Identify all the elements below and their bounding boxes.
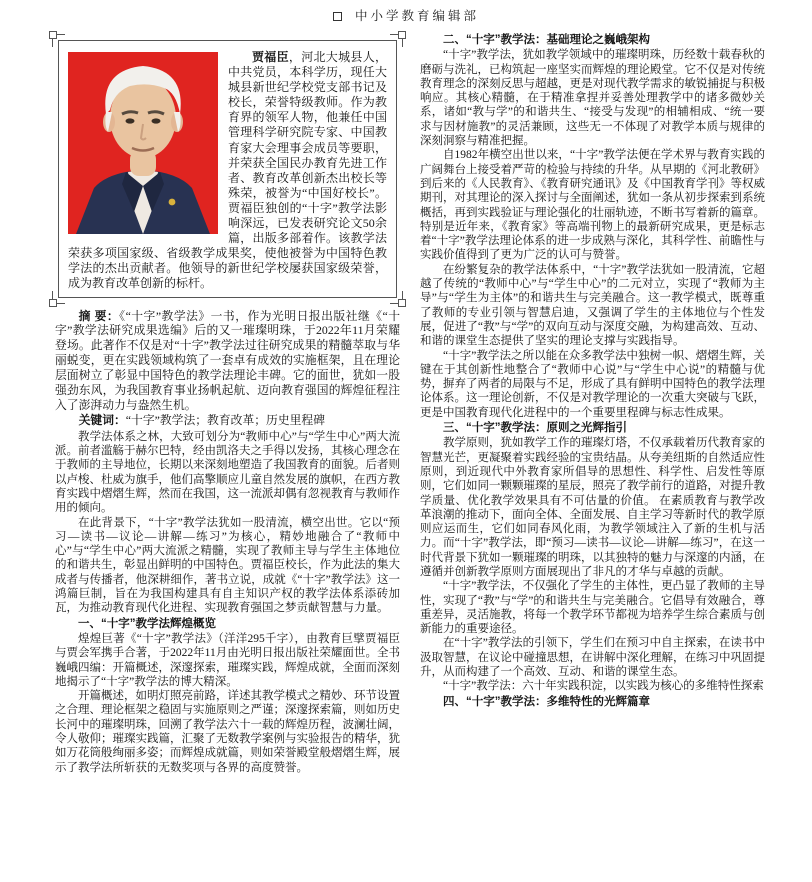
section-heading-1: 一、“十字”教学法辉煌概览: [78, 617, 216, 630]
keywords-label: 关键词：: [78, 412, 126, 427]
right-column: [420, 32, 765, 775]
abstract-text: 《“十字”教学法》一书，作为光明日报出版社继《“十字”教学法研究成果选编》后的又一璀璨明珠，于2022年11月荣耀登场。此著作不仅是对“十字”教学法过往研究成果的精髓萃取与华丽蜕变，更在实践领域构筑了一套卓有成效的实施框架，且在理论层面树立了彰显中国特色的教学法理论丰碑。它的面世，犹如一股强劲东风，为我国教育事业扬帆起航、迈向教育强国的辉煌征程注入了澎湃动力与盎然生机。: [55, 308, 401, 412]
header-title: 中小学教育编辑部: [354, 9, 479, 23]
author-name: 贾福臣: [252, 50, 289, 64]
paragraph: “十字”教学法：六十年实践积淀，以实践为核心的多维特性探索: [443, 680, 764, 693]
paragraph: 自1982年横空出世以来，“十字”教学法便在学术界与教育实践的广阔舞台上接受着严苛的检验与持续的升华。从早期的《河北教研》到后来的《人民教育》、《教育研究通讯》及《中国教育学刊》等权威期刊，对其理论的深入探讨与全面阐述，犹如一条从初步探索到系统概括，再到实践验证与理论强化的壮丽轨迹，不断书写着新的篇章。特别是近年来，《教育家》等高端刊物上的最新研究成果，更是标志着“十字”教学法理论体系的进一步成熟与深化，其科学性、前瞻性与实践价值得到了更为广泛的认可与赞誉。: [420, 149, 765, 262]
paragraph: 在此背景下，“十字”教学法犹如一股清流，横空出世。它以“预习—读书—议论—讲解—练习”为核心，精妙地融合了“教师中心”与“学生中心”两大流派之精髓，实现了教师主导与学生主体地位的和谐共生，彰显出鲜明的中国特色。贾福臣校长，作为此法的集大成者与传播者，他深耕细作，著书立说，成就《“十字”教学法》这一鸿篇巨制，旨在为我国构建具有自主知识产权的教学法体系添砖加瓦，为推动教育现代化进程、实现教育强国之梦贡献智慧与力量。: [55, 516, 400, 615]
author-photo: [68, 52, 218, 234]
keywords-text: “十字”教学法；教育改革；历史里程碑: [125, 412, 326, 427]
frame-corner-ornament: [52, 291, 65, 304]
paragraph: “十字”教学法，犹如教学领域中的璀璨明珠，历经数十载春秋的磨砺与洗礼，已构筑起一座坚实而辉煌的理论殿堂。它不仅是对传统教育理念的深刻反思与超越，更是对现代教学需求的敏锐捕捉与积极响应。其核心精髓，在于精准拿捏并妥善处理教学中的诸多微妙关系，诸如“教与学”的和谐共生、“接受与发现”的相辅相成、“统一要求与因材施教”的灵活兼顾，这些无一不体现了对教学本质与规律的深刻洞察与精准把握。: [420, 49, 765, 148]
header-square-icon: [333, 12, 342, 21]
section-heading-3: 三、“十字”教学法：原则之光辉指引: [443, 422, 627, 435]
paragraph: 煌煌巨著《“十字”教学法》（洋洋295千字），由教育巨擘贾福臣与贾会军携手合著，于2022年11月由光明日报出版社荣耀面世。全书巍峨四编：开篇概述，深邃探索，璀璨实践，辉煌成就，全面而深刻地揭示了“十字”教学法的博大精深。: [55, 632, 400, 688]
paragraph: 教学法体系之林，大致可划分为“教师中心”与“学生中心”两大流派。前者滥觞于赫尔巴特，经由凯洛夫之手得以发扬，其核心理念在于教师的主导地位，长期以来深刻地塑造了我国教育的面貌。后者则以卢梭、杜威为旗手，他们高擎顺应儿童自然发展的旗帜，在西方教育实践中熠熠生辉，然而在我国，这一流派却偶有忽视教育与教师作用的倾向。: [55, 430, 400, 515]
author-bio-box: [58, 40, 397, 298]
abstract-label: 摘 要：: [78, 308, 120, 323]
frame-corner-ornament: [52, 34, 65, 47]
section-heading-2: 二、“十字”教学法：基础理论之巍峨架构: [443, 34, 650, 46]
frame-corner-ornament: [390, 34, 403, 47]
page-header: [0, 6, 812, 24]
left-column: [55, 32, 400, 775]
paragraph: 开篇概述，如明灯照亮前路，详述其教学模式之精妙、环节设置之合理、理论框架之稳固与实施原则之严谨；深邃探索篇，则如历史长河中的璀璨明珠，回溯了教学法六十一载的辉煌历程，波澜壮阔，令人敬仰；璀璨实践篇，汇聚了无数教学案例与实验报告的精华，犹如万花筒般绚丽多姿；而辉煌成就篇，则如荣誉殿堂般熠熠生辉，展示了教学法所斩获的无数奖项与各界的高度赞誉。: [55, 690, 400, 774]
two-column-layout: [55, 32, 765, 775]
frame-corner-ornament: [390, 291, 403, 304]
paragraph: 在纷繁复杂的教学法体系中，“十字”教学法犹如一股清流，它超越了传统的“教师中心”与“学生中心”的二元对立，实现了“教师为主导”与“学生为主体”的和谐共生与完美融合。这一教学模式，既尊重了教师的专业引领与智慧启迪，又强调了学生的主体地位与个性发展，促进了“教”与“学”的双向互动与深度交融，为构建高效、互动、和谐的课堂生态提供了坚实的理论支撑与实践指导。: [420, 263, 765, 348]
abstract-paragraph: [55, 309, 400, 413]
paragraph: “十字”教学法，不仅强化了学生的主体性，更凸显了教师的主导性，实现了“教”与“学”的和谐共生与完美融合。它倡导有效融合，尊重差异，灵活施教，将每一个教学环节都视为培养学生综合素质与创新能力的重要途径。: [420, 580, 765, 636]
paragraph: 教学原则，犹如教学工作的璀璨灯塔，不仅承载着历代教育家的智慧光芒，更凝聚着实践经验的宝贵结晶。从夸美纽斯的自然适应性原则，到近现代中外教育家所倡导的思想性、科学性、启发性等原则，它们如同一颗颗璀璨的星辰，照亮了教学前行的道路，对提升教学质量、优化教学效果具有不可估量的价值。 在素质教育与教学改革浪潮的推动下，面向全体、全面发展、自主学习等新时代的教学原则应运而生，它们如同春风化雨，为教学领域注入了新的生机与活力。而“十字”教学法，即“预习—读书—议论—讲解—练习”，在这一时代背景下犹如一颗璀璨的明珠，以其独特的魅力与深邃的内涵，在遵循并创新教学原则方面展现出了非凡的才华与卓越的贡献。: [420, 437, 765, 578]
author-bio-text: ，河北大城县人，中共党员，本科学历，现任大城县新世纪学校党支部书记及校长，荣誉特级教师。作为教育界的领军人物，他兼任中国管理科学研究院专家、中国教育家大会理事会成员等要职，并荣获全国民办教育先进工作者、教育改革创新杰出校长等殊荣，被誉为“中国好校长”。贾福臣独创的“十字”教学法影响深远，已发表研究论文50余篇，出版多部着作。该教学法荣获多项国家级、省级教学成果奖，使他被誉为中国特色教学法的杰出贡献者。他领导的新世纪学校屡获国家级荣誉，成为教育改革创新的标杆。: [68, 50, 387, 291]
paragraph: “十字”教学法之所以能在众多教学法中独树一帜、熠熠生辉，关键在于其创新性地整合了“教师中心说”与“学生中心说”的精髓与优势，摒弃了两者的局限与不足，形成了具有鲜明中国特色的教学法理论体系。这一理论创新，不仅是对教学理论的一次重大突破与飞跃，更是中国教育现代化进程中的一个重要里程碑与标志性成果。: [420, 349, 765, 419]
keywords-line: [55, 413, 400, 428]
section-heading-4: 四、“十字”教学法：多维特性的光辉篇章: [443, 695, 650, 708]
paragraph: 在“十字”教学法的引领下，学生们在预习中自主探索，在读书中汲取智慧，在议论中碰撞思想，在讲解中深化理解，在练习中巩固提升，从而构建了一个高效、互动、和谐的课堂生态。: [420, 637, 765, 679]
